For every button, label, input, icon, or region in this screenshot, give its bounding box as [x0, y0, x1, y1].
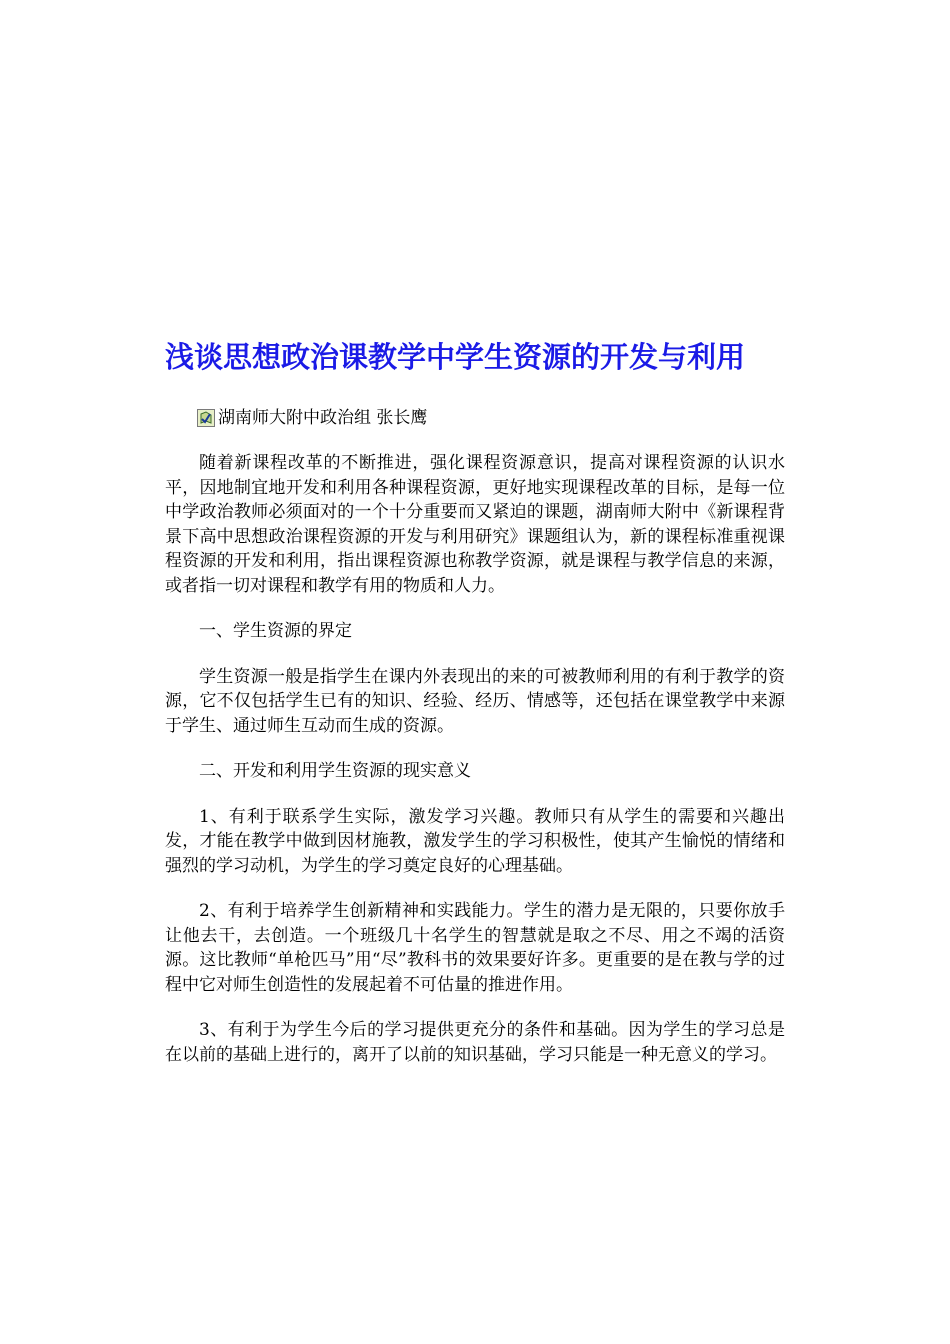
page-title: 浅谈思想政治课教学中学生资源的开发与利用	[165, 340, 746, 374]
body-paragraph: 1、有利于联系学生实际，激发学习兴趣。教师只有从学生的需要和兴趣出发，才能在教学中做到因材施教，激发学生的学习积极性，使其产生愉悦的情绪和强烈的学习动机，为学生的学习奠定良好的心理基础。	[165, 806, 785, 876]
document-link-icon[interactable]	[197, 409, 215, 427]
author-byline	[197, 406, 427, 430]
article-body	[165, 451, 785, 1088]
body-paragraph: 3、有利于为学生今后的学习提供更充分的条件和基础。因为学生的学习总是在以前的基础上进行的，离开了以前的知识基础，学习只能是一种无意义的学习。	[165, 1020, 785, 1065]
section-heading: 一、学生资源的界定	[199, 621, 352, 641]
body-paragraph: 随着新课程改革的不断推进，强化课程资源意识，提高对课程资源的认识水平，因地制宜地开发和利用各种课程资源，更好地实现课程改革的目标，是每一位中学政治教师必须面对的一个十分重要而又紧迫的课题，湖南师大附中《新课程背景下高中思想政治课程资源的开发与利用研究》课题组认为，新的课程标准重视课程资源的开发和利用，指出课程资源也称教学资源，就是课程与教学信息的来源，或者指一切对课程和教学有用的物质和人力。	[165, 453, 785, 596]
byline-text: 湖南师大附中政治组 张长鹰	[218, 408, 428, 428]
body-paragraph: 学生资源一般是指学生在课内外表现出的来的可被教师利用的有利于教学的资源，它不仅包括学生已有的知识、经验、经历、情感等，还包括在课堂教学中来源于学生、通过师生互动而生成的资源。	[165, 666, 785, 736]
section-heading: 二、开发和利用学生资源的现实意义	[199, 761, 471, 781]
body-paragraph: 2、有利于培养学生创新精神和实践能力。学生的潜力是无限的，只要你放手让他去干，去创造。一个班级几十名学生的智慧就是取之不尽、用之不竭的活资源。这比教师“单枪匹马”用“尽”教科书的效果要好许多。更重要的是在教与学的过程中它对师生创造性的发展起着不可估量的推进作用。	[165, 901, 785, 995]
